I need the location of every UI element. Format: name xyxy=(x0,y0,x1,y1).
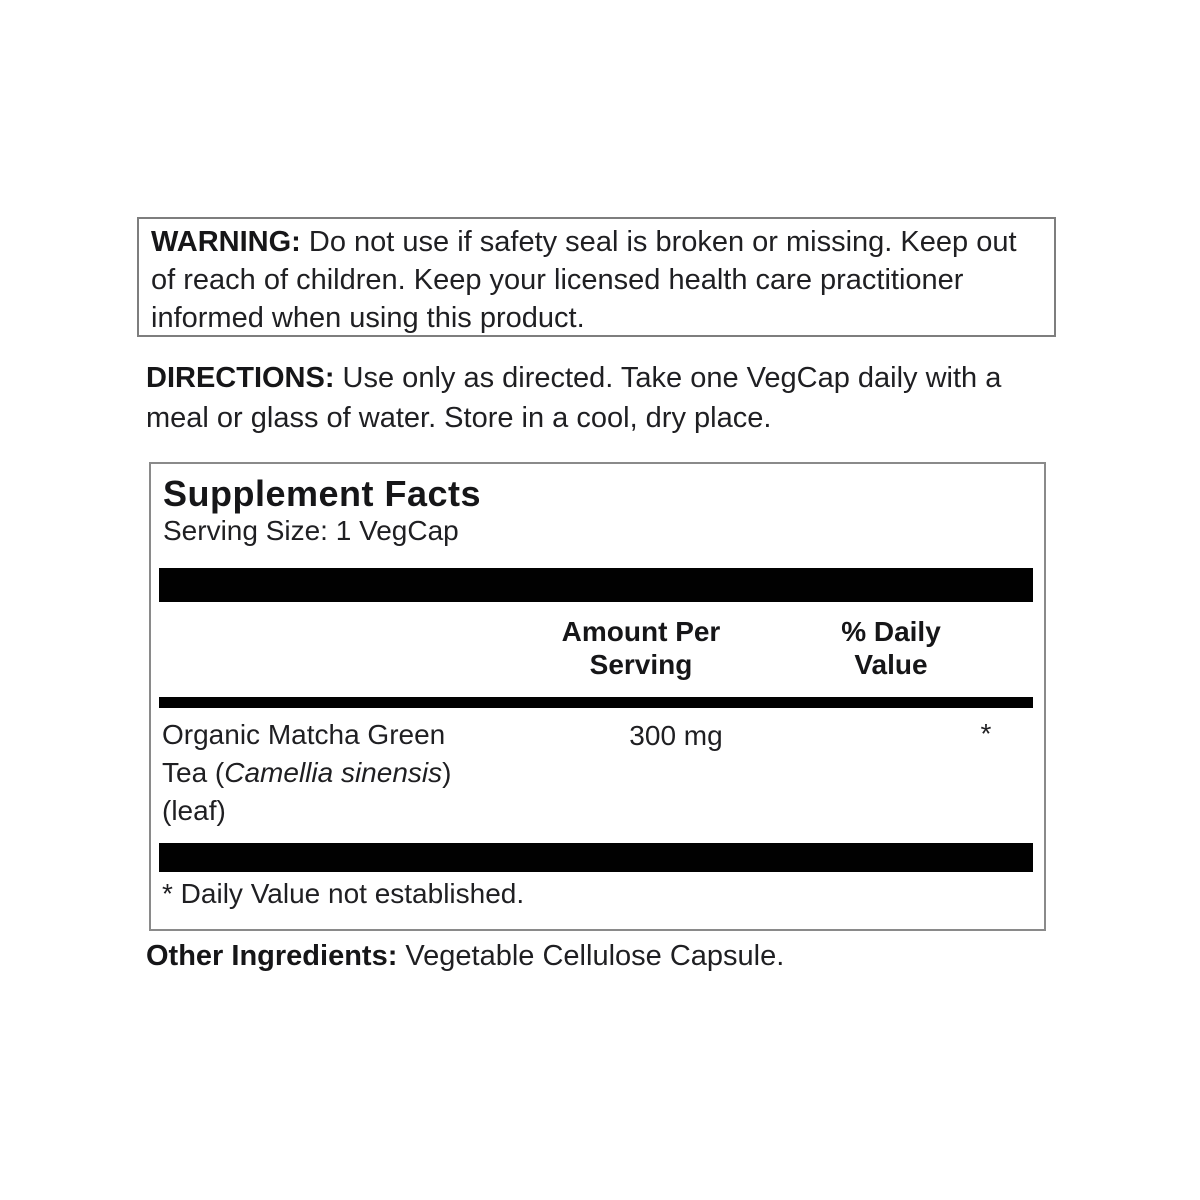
other-ingredients-text: Vegetable Cellulose Capsule. xyxy=(397,940,785,972)
other-ingredients-label: Other Ingredients: xyxy=(146,940,398,972)
separator-bar-bottom xyxy=(159,843,1033,872)
daily-value-footnote: * Daily Value not established. xyxy=(162,878,525,909)
warning-line: of reach of children. Keep your licensed health care practitioner xyxy=(151,264,964,296)
warning-text: Do not use if safety seal is broken or missing. Keep out xyxy=(300,226,1017,258)
directions-label: DIRECTIONS: xyxy=(146,362,335,394)
column-header-percent-daily-value xyxy=(791,615,991,681)
warning-box xyxy=(137,217,1056,337)
serving-size: Serving Size: 1 VegCap xyxy=(163,515,459,546)
ingredient-name xyxy=(162,716,464,830)
ingredient-amount: 300 mg xyxy=(629,720,723,751)
warning-line: informed when using this product. xyxy=(151,302,585,334)
ingredient-daily-value: * xyxy=(980,718,992,749)
directions-text: Use only as directed. Take one VegCap daily with a xyxy=(334,362,1002,394)
ingredient-name-text: Organic Matcha Green Tea ( xyxy=(162,719,446,788)
supplement-facts-title: Supplement Facts xyxy=(163,473,482,514)
column-header-amount-line1: Amount Per xyxy=(561,616,721,647)
warning-line xyxy=(151,223,1042,261)
warning-label: WARNING: xyxy=(151,226,301,258)
other-ingredients-paragraph xyxy=(146,936,1066,976)
ingredient-name-suffix: ) (leaf) xyxy=(162,757,452,826)
column-header-amount-per-serving xyxy=(491,615,791,681)
column-header-dv-line2: Value xyxy=(854,649,928,680)
separator-bar-top xyxy=(159,568,1033,602)
column-header-amount-line2: Serving xyxy=(589,649,693,680)
directions-line: meal or glass of water. Store in a cool, dry place. xyxy=(146,402,772,434)
directions-paragraph xyxy=(146,358,1066,438)
header-separator-bar xyxy=(159,697,1033,708)
directions-line xyxy=(146,358,1066,398)
ingredient-botanical-name: Camellia sinensis xyxy=(224,757,443,788)
column-header-dv-line1: % Daily xyxy=(841,616,941,647)
supplement-facts-panel xyxy=(149,462,1046,931)
